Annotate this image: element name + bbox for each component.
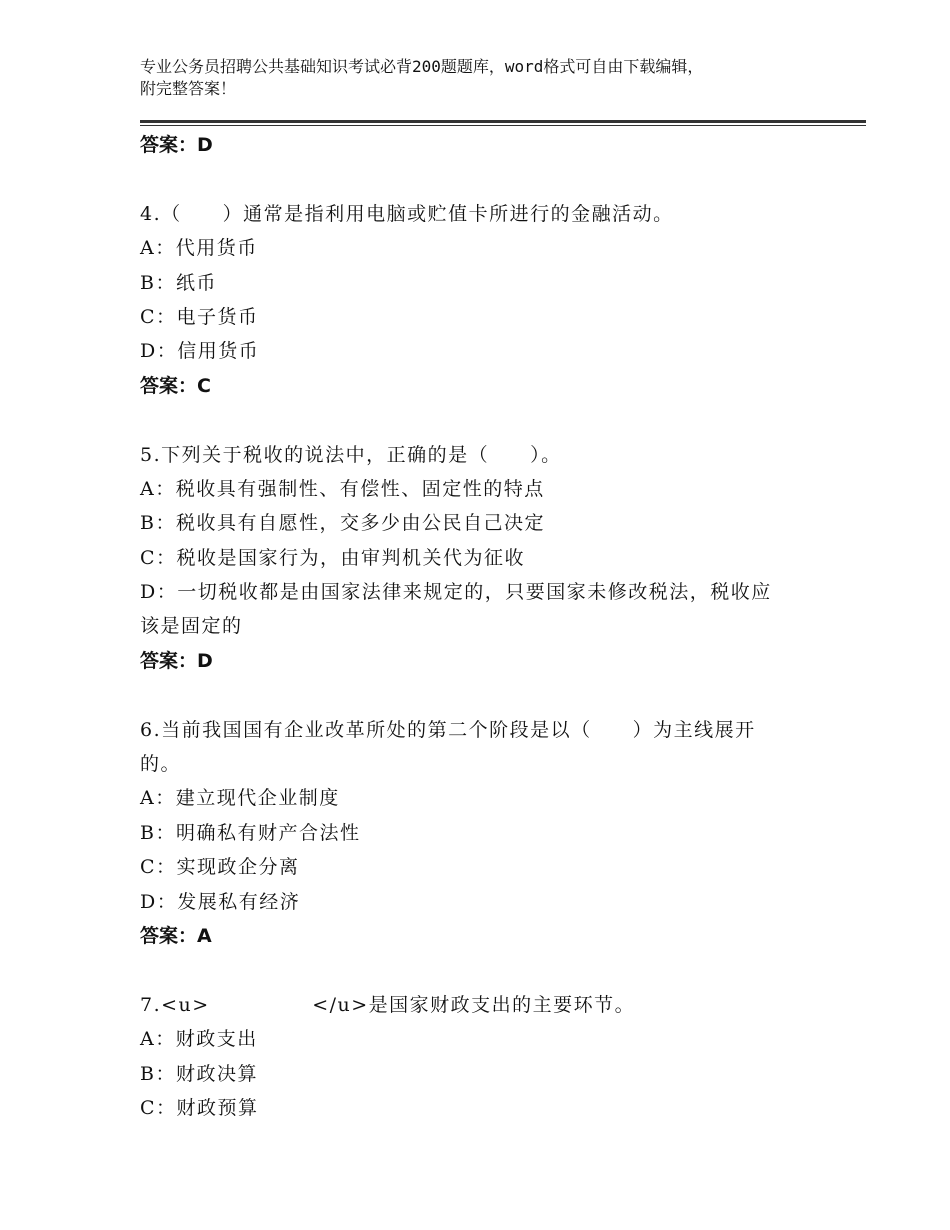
option-d: D：发展私有经济 [140, 890, 301, 913]
option-b: B：财政决算 [140, 1062, 258, 1085]
option-c: C：税收是国家行为，由审判机关代为征收 [140, 546, 526, 569]
option-b: B：纸币 [140, 271, 217, 294]
question-6 [140, 713, 820, 954]
option-a: A：代用货币 [140, 237, 258, 260]
question-stem: 6.当前我国国有企业改革所处的第二个阶段是以（ ）为主线展开 [140, 718, 756, 741]
question-list [140, 128, 820, 1125]
previous-answer: 答案：D [140, 134, 213, 156]
answer: 答案：C [140, 374, 211, 397]
question-stem-continued: 的。 [140, 753, 182, 776]
header-line-1: 专业公务员招聘公共基础知识考试必背200题题库，word格式可自由下载编辑， [140, 57, 704, 76]
spacer [140, 678, 820, 712]
option-a: A：建立现代企业制度 [140, 787, 340, 810]
question-4 [140, 197, 820, 403]
option-c: C：电子货币 [140, 305, 259, 328]
spacer [140, 162, 820, 196]
question-7 [140, 988, 820, 1126]
option-b: B：明确私有财产合法性 [140, 821, 361, 844]
option-b: B：税收具有自愿性，交多少由公民自己决定 [140, 512, 545, 535]
page-header [140, 56, 820, 100]
spacer [140, 403, 820, 437]
spacer [140, 953, 820, 987]
question-stem: 4.（ ）通常是指利用电脑或贮值卡所进行的金融活动。 [140, 202, 674, 225]
answer: 答案：A [140, 924, 212, 947]
question-stem: 7.<u> </u>是国家财政支出的主要环节。 [140, 993, 636, 1016]
header-divider [140, 120, 866, 126]
option-a: A：税收具有强制性、有偿性、固定性的特点 [140, 477, 545, 500]
option-c: C：财政预算 [140, 1096, 259, 1119]
question-5 [140, 438, 820, 679]
option-d-continued: 该是固定的 [140, 615, 243, 638]
option-d: D：信用货币 [140, 340, 260, 363]
answer: 答案：D [140, 649, 213, 672]
option-d: D：一切税收都是由国家法律来规定的，只要国家未修改税法，税收应 [140, 581, 772, 604]
header-line-2: 附完整答案！ [140, 79, 237, 98]
question-stem: 5.下列关于税收的说法中，正确的是（ ）。 [140, 443, 562, 466]
option-c: C：实现政企分离 [140, 856, 300, 879]
option-a: A：财政支出 [140, 1028, 258, 1051]
